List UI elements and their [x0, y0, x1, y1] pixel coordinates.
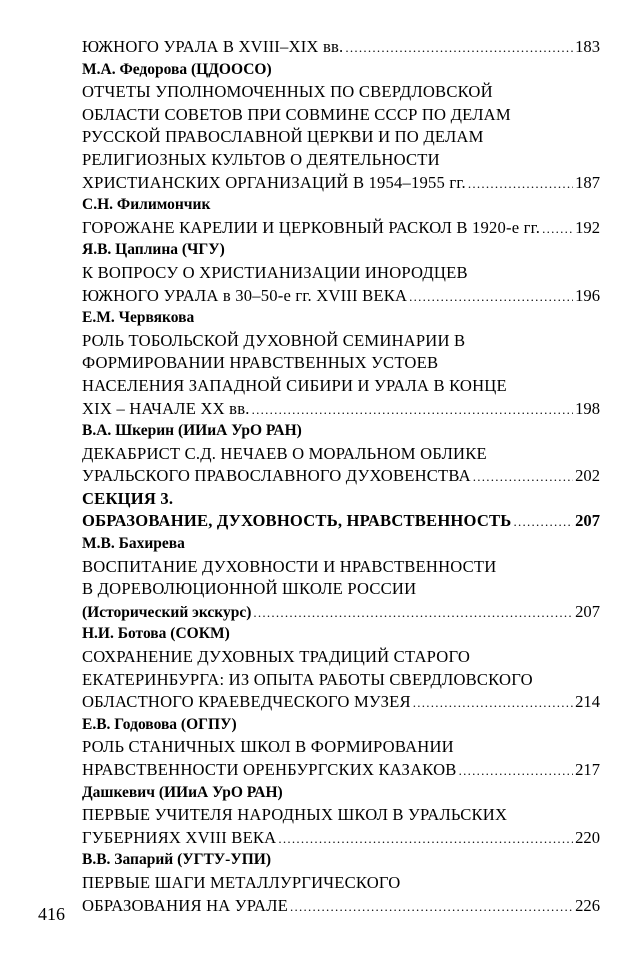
dot-leader — [468, 173, 573, 196]
toc-entry-text: С.Н. Филимончик — [82, 196, 211, 214]
toc-author-line — [82, 533, 600, 556]
toc-entry-text: Дашкевич (ИИиА УрО РАН) — [82, 783, 283, 801]
toc-page-number: 214 — [575, 692, 600, 712]
toc-entry-text: ДЕКАБРИСТ С.Д. НЕЧАЕВ О МОРАЛЬНОМ ОБЛИКЕ — [82, 443, 487, 463]
toc-entry-text: НАСЕЛЕНИЯ ЗАПАДНОЙ СИБИРИ И УРАЛА В КОНЦЕ — [82, 375, 507, 395]
toc-page-number: 207 — [575, 511, 600, 531]
toc-entry-text: ГУБЕРНИЯХ XVIII ВЕКА — [82, 827, 277, 847]
toc-page-number: 226 — [575, 895, 600, 915]
toc-title-line — [82, 81, 600, 104]
toc-title-line — [82, 149, 600, 172]
dot-leader — [253, 602, 573, 625]
table-of-contents — [82, 36, 600, 917]
dot-leader — [345, 37, 573, 60]
toc-page-number: 183 — [575, 37, 600, 56]
toc-title-line — [82, 217, 600, 240]
toc-entry-text: ОБРАЗОВАНИЕ, ДУХОВНОСТЬ, НРАВСТВЕННОСТЬ — [82, 511, 512, 531]
toc-author-line — [82, 420, 600, 443]
toc-author-line — [82, 782, 600, 805]
toc-title-line — [82, 443, 600, 466]
toc-author-line — [82, 849, 600, 872]
toc-page-number: 187 — [575, 172, 600, 192]
toc-entry-text: В.В. Запарий (УГТУ-УПИ) — [82, 851, 271, 869]
toc-title-line — [82, 578, 600, 601]
toc-entry-text: ЕКАТЕРИНБУРГА: ИЗ ОПЫТА РАБОТЫ СВЕРДЛОВСКОГО — [82, 669, 533, 689]
dot-leader — [542, 218, 573, 241]
toc-entry-text: УРАЛЬСКОГО ПРАВОСЛАВНОГО ДУХОВЕНСТВА — [82, 466, 471, 486]
toc-title-line — [82, 398, 600, 421]
toc-entry-text: ПЕРВЫЕ ШАГИ МЕТАЛЛУРГИЧЕСКОГО — [82, 872, 401, 892]
toc-title-line — [82, 827, 600, 850]
toc-author-line — [82, 307, 600, 330]
toc-entry-text: Н.И. Ботова (СОКМ) — [82, 625, 230, 643]
toc-entry-text: ЮЖНОГО УРАЛА В XVIII–XIX вв. — [82, 37, 344, 56]
toc-section-line — [82, 510, 600, 533]
toc-title-line — [82, 804, 600, 827]
dot-leader — [409, 286, 573, 309]
toc-author-line — [82, 239, 600, 262]
dot-leader — [473, 466, 573, 489]
toc-title-line — [82, 895, 600, 918]
toc-entry-text: СОХРАНЕНИЕ ДУХОВНЫХ ТРАДИЦИЙ СТАРОГО — [82, 647, 471, 667]
toc-page-number: 198 — [575, 398, 600, 418]
toc-entry-text: ХРИСТИАНСКИХ ОРГАНИЗАЦИЙ В 1954–1955 гг. — [82, 172, 466, 192]
toc-title-line — [82, 36, 600, 59]
toc-entry-text: РУССКОЙ ПРАВОСЛАВНОЙ ЦЕРКВИ И ПО ДЕЛАМ — [82, 127, 484, 147]
toc-entry-text: М.А. Федорова (ЦДООСО) — [82, 60, 272, 78]
toc-entry-text: Е.М. Червякова — [82, 309, 195, 327]
toc-title-line — [82, 556, 600, 579]
dot-leader — [513, 511, 573, 534]
toc-entry-text: ОБЛАСТНОГО КРАЕВЕДЧЕСКОГО МУЗЕЯ — [82, 692, 411, 712]
toc-page-number: 217 — [575, 760, 600, 779]
toc-author-line — [82, 59, 600, 82]
toc-entry-text: ПЕРВЫЕ УЧИТЕЛЯ НАРОДНЫХ ШКОЛ В УРАЛЬСКИХ — [82, 805, 508, 825]
toc-entry-text: Е.В. Годовова (ОГПУ) — [82, 715, 237, 733]
toc-title-line — [82, 375, 600, 398]
toc-title-line — [82, 759, 600, 782]
toc-author-line — [82, 601, 600, 624]
dot-leader — [278, 828, 573, 851]
toc-entry-text: М.В. Бахирева — [82, 535, 185, 553]
toc-title-line — [82, 646, 600, 669]
toc-entry-text: ОБРАЗОВАНИЯ НА УРАЛЕ — [82, 895, 289, 915]
toc-title-line — [82, 126, 600, 149]
toc-title-line — [82, 104, 600, 127]
page-number: 416 — [38, 904, 65, 924]
toc-title-line — [82, 262, 600, 285]
toc-entry-text: РОЛЬ СТАНИЧНЫХ ШКОЛ В ФОРМИРОВАНИИ — [82, 737, 454, 757]
toc-entry-text: Я.В. Цаплина (ЧГУ) — [82, 241, 225, 259]
dot-leader — [290, 896, 573, 919]
toc-title-line — [82, 172, 600, 195]
dot-leader — [459, 760, 574, 783]
toc-page-number: 220 — [575, 827, 600, 847]
toc-entry-text: В ДОРЕВОЛЮЦИОННОЙ ШКОЛЕ РОССИИ — [82, 579, 417, 599]
toc-title-line — [82, 352, 600, 375]
dot-leader — [252, 399, 574, 422]
toc-entry-text: РОЛЬ ТОБОЛЬСКОЙ ДУХОВНОЙ СЕМИНАРИИ В — [82, 330, 466, 350]
toc-entry-text: К ВОПРОСУ О ХРИСТИАНИЗАЦИИ ИНОРОДЦЕВ — [82, 262, 468, 282]
toc-entry-text: ОТЧЕТЫ УПОЛНОМОЧЕННЫХ ПО СВЕРДЛОВСКОЙ — [82, 82, 493, 102]
toc-entry-text: ФОРМИРОВАНИИ НРАВСТВЕННЫХ УСТОЕВ — [82, 353, 439, 373]
toc-title-line — [82, 330, 600, 353]
toc-entry-text: РЕЛИГИОЗНЫХ КУЛЬТОВ О ДЕЯТЕЛЬНОСТИ — [82, 149, 440, 169]
toc-title-line — [82, 872, 600, 895]
toc-author-line — [82, 714, 600, 737]
toc-page-number: 196 — [575, 285, 600, 305]
toc-title-line — [82, 285, 600, 308]
toc-page-number: 207 — [575, 601, 600, 621]
toc-title-line — [82, 465, 600, 488]
toc-author-line — [82, 194, 600, 217]
toc-entry-text: СЕКЦИЯ 3. — [82, 488, 174, 508]
toc-entry-text: ЮЖНОГО УРАЛА в 30–50-е гг. XVIII ВЕКА — [82, 285, 408, 305]
toc-title-line — [82, 691, 600, 714]
toc-page-number: 202 — [575, 466, 600, 486]
toc-entry-text: НРАВСТВЕННОСТИ ОРЕНБУРГСКИХ КАЗАКОВ — [82, 760, 457, 779]
toc-entry-text: В.А. Шкерин (ИИиА УрО РАН) — [82, 422, 302, 440]
toc-title-line — [82, 736, 600, 759]
toc-page-number: 192 — [575, 217, 600, 237]
toc-entry-text: ОБЛАСТИ СОВЕТОВ ПРИ СОВМИНЕ СССР ПО ДЕЛАМ — [82, 104, 511, 124]
toc-entry-text: XIX – НАЧАЛЕ XX вв. — [82, 398, 250, 418]
toc-entry-text: (Исторический экскурс) — [82, 603, 252, 621]
toc-section-line — [82, 488, 600, 511]
toc-entry-text: ВОСПИТАНИЕ ДУХОВНОСТИ И НРАВСТВЕННОСТИ — [82, 556, 497, 576]
toc-author-line — [82, 623, 600, 646]
toc-entry-text: ГОРОЖАНЕ КАРЕЛИИ И ЦЕРКОВНЫЙ РАСКОЛ В 1920-е гг. — [82, 217, 541, 237]
toc-title-line — [82, 669, 600, 692]
dot-leader — [413, 692, 573, 715]
